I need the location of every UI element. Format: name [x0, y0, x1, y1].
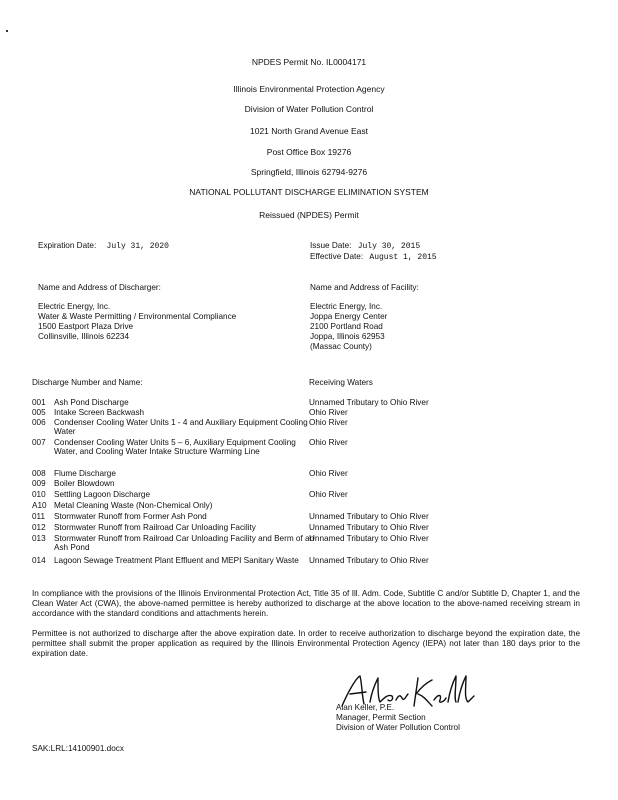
street-address: 1021 North Grand Avenue East [250, 126, 368, 136]
permit-number: NPDES Permit No. IL0004171 [251, 57, 367, 67]
expiration-date-row [38, 241, 169, 251]
discharge-name: Condenser Cooling Water Units 1 - 4 and Auxiliary Equipment Cooling Water [54, 418, 308, 436]
compliance-paragraph: In compliance with the provisions of the Illinois Environmental Protection Act, Title 35 of Ill. Adm. Code, Subtitle C and/or Subtitle D, Chapter 1, and the Clean Water Act (CWA), the above-named permittee is hereby authorized to discharge at the above location to the above-named receiving stream in accordance with the standard conditions and attachments herein. [32, 589, 580, 618]
discharge-number: 008 [32, 469, 46, 478]
discharge-name: Flume Discharge [54, 469, 116, 478]
effective-value: August 1, 2015 [369, 253, 437, 262]
receiving-water: Ohio River [309, 469, 348, 478]
discharge-number: 005 [32, 408, 46, 417]
discharge-number: 001 [32, 398, 46, 407]
agency-name: Illinois Environmental Protection Agency [233, 84, 385, 94]
discharge-number: 007 [32, 438, 46, 447]
discharger-line: Collinsville, Illinois 62234 [38, 332, 130, 341]
discharge-number: 009 [32, 479, 46, 488]
facility-line: Joppa Energy Center [310, 312, 388, 321]
system-title: NATIONAL POLLUTANT DISCHARGE ELIMINATION SYSTEM [189, 187, 429, 197]
expiration-value: July 31, 2020 [106, 242, 169, 251]
scan-speck [6, 30, 8, 32]
signer-title: Manager, Permit Section [336, 713, 426, 722]
issue-label: Issue Date: [310, 241, 352, 250]
facility-line: (Massac County) [310, 342, 372, 351]
effective-date-row [310, 252, 437, 262]
receiving-water: Ohio River [309, 408, 348, 417]
discharge-name: Stormwater Runoff from Railroad Car Unloading Facility and Berm of an Ash Pond [54, 534, 315, 552]
issue-value: July 30, 2015 [357, 242, 421, 251]
receiving-water: Ohio River [309, 490, 348, 499]
discharge-heading: Discharge Number and Name: [32, 378, 143, 387]
discharge-number: 006 [32, 418, 46, 427]
facility-line: Joppa, Illinois 62953 [310, 332, 385, 341]
effective-label: Effective Date: [310, 252, 364, 261]
receiving-water: Unnamed Tributary to Ohio River [309, 534, 429, 543]
facility-line: Electric Energy, Inc. [310, 302, 383, 311]
signer-division: Division of Water Pollution Control [336, 723, 460, 732]
discharger-line: Electric Energy, Inc. [38, 302, 111, 311]
discharge-name: Lagoon Sewage Treatment Plant Effluent and MEPI Sanitary Waste [54, 556, 299, 565]
discharge-name: Settling Lagoon Discharge [54, 490, 151, 499]
receiving-water: Ohio River [309, 418, 348, 427]
expiration-label: Expiration Date: [38, 241, 97, 250]
discharge-name: Boiler Blowdown [54, 479, 115, 488]
discharge-number: 013 [32, 534, 46, 543]
city-state-zip: Springfield, Illinois 62794-9276 [250, 167, 368, 177]
discharge-number: 012 [32, 523, 46, 532]
discharge-number: 010 [32, 490, 46, 499]
receiving-water: Unnamed Tributary to Ohio River [309, 398, 429, 407]
receiving-water: Unnamed Tributary to Ohio River [309, 523, 429, 532]
receiving-water: Unnamed Tributary to Ohio River [309, 512, 429, 521]
discharger-heading: Name and Address of Discharger: [38, 283, 161, 292]
discharger-line: 1500 Eastport Plaza Drive [38, 322, 134, 331]
facility-line: 2100 Portland Road [310, 322, 383, 331]
permit-type: Reissued (NPDES) Permit [259, 210, 359, 220]
po-box: Post Office Box 19276 [266, 147, 352, 157]
discharge-name: Metal Cleaning Waste (Non-Chemical Only) [54, 501, 213, 510]
discharge-number: A10 [32, 501, 47, 510]
receiving-water: Ohio River [309, 438, 348, 447]
facility-heading: Name and Address of Facility: [310, 283, 419, 292]
file-reference: SAK:LRL:14100901.docx [32, 744, 124, 753]
receiving-heading: Receiving Waters [309, 378, 373, 387]
signer-name: Alan Keller, P.E. [336, 703, 395, 712]
discharge-name: Intake Screen Backwash [54, 408, 145, 417]
discharge-number: 011 [32, 512, 46, 521]
discharge-name: Ash Pond Discharge [54, 398, 129, 407]
discharge-name: Condenser Cooling Water Units 5 – 6, Auxiliary Equipment Cooling Water, and Cooling Water Intake Structure Warming Line [54, 438, 296, 456]
division-name: Division of Water Pollution Control [244, 104, 374, 114]
expiration-paragraph: Permittee is not authorized to discharge after the above expiration date. In order to receive authorization to discharge beyond the expiration date, the permittee shall submit the proper application as required by the Illinois Environmental Protection Agency (IEPA) not later than 180 days prior to the expiration date. [32, 629, 580, 658]
issue-date-row [310, 241, 420, 251]
discharge-name: Stormwater Runoff from Railroad Car Unloading Facility [54, 523, 256, 532]
discharge-name: Stormwater Runoff from Former Ash Pond [54, 512, 207, 521]
discharger-line: Water & Waste Permitting / Environmental Compliance [38, 312, 237, 321]
receiving-water: Unnamed Tributary to Ohio River [309, 556, 429, 565]
discharge-number: 014 [32, 556, 46, 565]
